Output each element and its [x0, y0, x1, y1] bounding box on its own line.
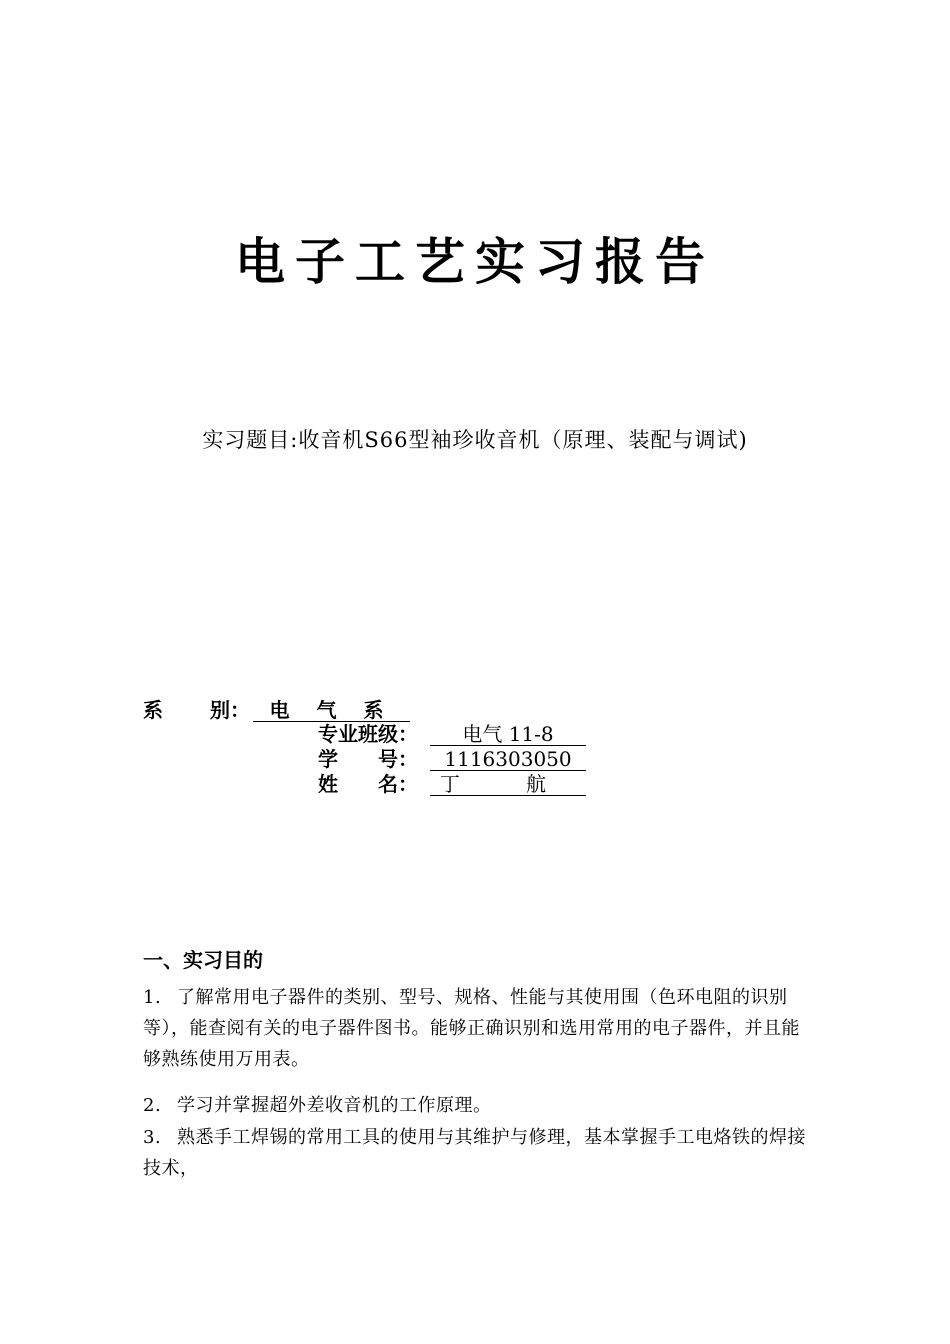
objective-item: [143, 982, 811, 1075]
name-value: 丁 航: [430, 772, 586, 796]
objective-item: [143, 1090, 811, 1121]
objective-number: 3.: [143, 1127, 162, 1148]
department-label: 系 别：: [143, 698, 250, 722]
objective-number: 2.: [143, 1095, 162, 1116]
major-class-label: 专业班级：: [318, 722, 418, 746]
objective-number: 1.: [143, 987, 162, 1008]
objective-text: 熟悉手工焊锡的常用工具的使用与其维护与修理，基本掌握手工电烙铁的焊接技术，: [143, 1127, 806, 1179]
objective-item: [143, 1122, 811, 1184]
objective-text: 了解常用电子器件的类别、型号、规格、性能与其使用围（色环电阻的识别等），能查阅有关的电子器件图书。能够正确识别和选用常用的电子器件，并且能够熟练使用万用表。: [143, 987, 800, 1070]
section-heading-objectives: 一、实习目的: [143, 948, 263, 972]
student-id-label: 学 号：: [318, 747, 418, 771]
major-class-value: 电气 11-8: [430, 722, 586, 746]
info-row-name: [318, 772, 586, 796]
report-subtitle: 实习题目:收音机S66型袖珍收音机（原理、装配与调试): [202, 428, 748, 452]
objective-text: 学习并掌握超外差收音机的工作原理。: [177, 1095, 492, 1116]
student-id-value: 1116303050: [430, 747, 586, 771]
page-title: 电子工艺实习报告: [235, 233, 715, 291]
info-row-student-id: [318, 747, 586, 771]
name-label: 姓 名：: [318, 772, 418, 796]
department-value: 电 气 系: [253, 698, 410, 722]
info-row-department: [143, 698, 410, 722]
info-row-major-class: [318, 722, 586, 746]
